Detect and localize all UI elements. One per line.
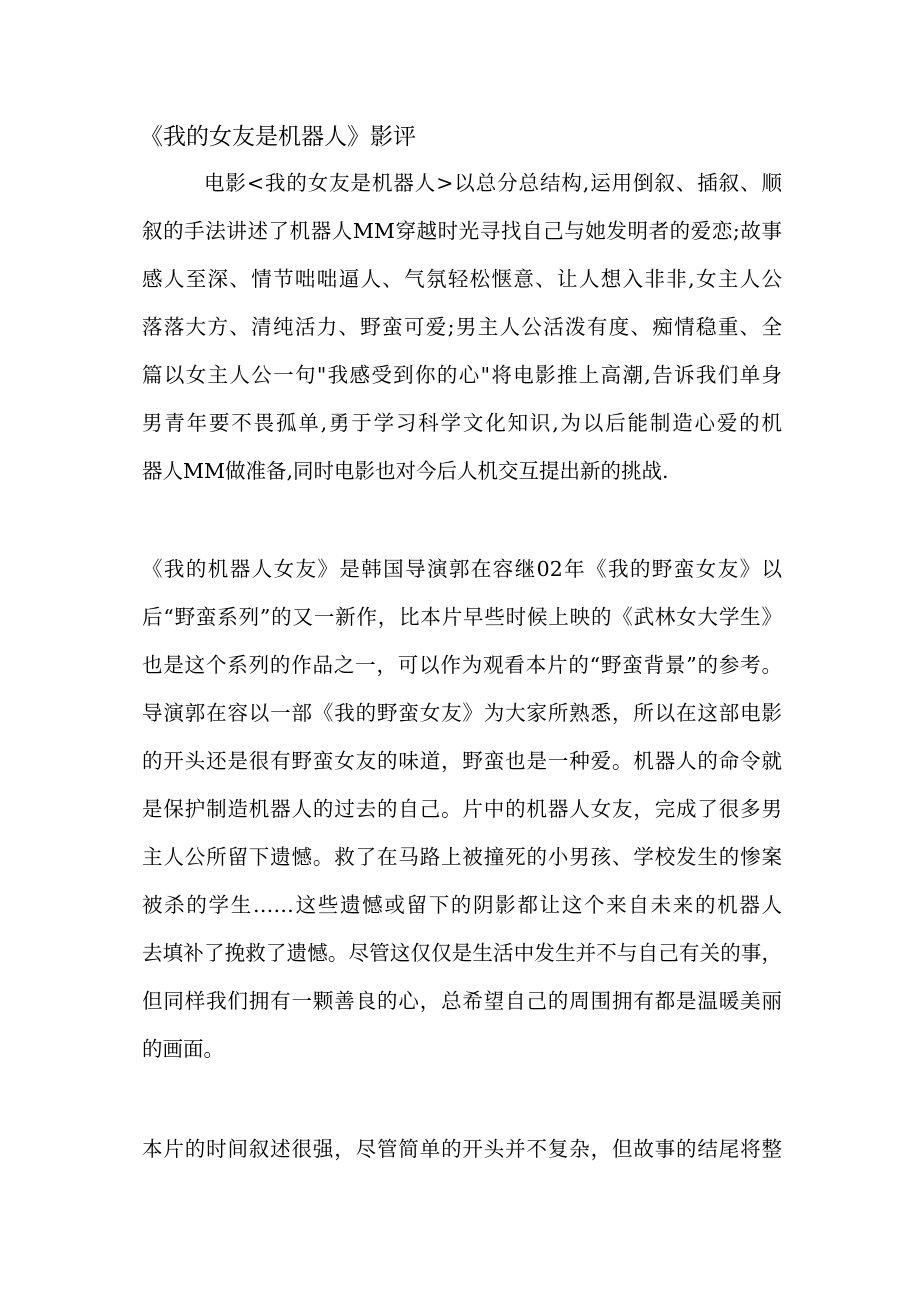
paragraph-2-line-2: 后“野蛮系列”的又一新作，比本片早些时候上映的《武林女大学生》 <box>142 605 782 629</box>
paragraph-2-line-3: 也是这个系列的作品之一，可以作为观看本片的“野蛮背景”的参考。 <box>142 653 782 677</box>
paragraph-2-line-1: 《我的机器人女友》是韩国导演郭在容继02年《我的野蛮女友》以 <box>142 557 782 581</box>
paragraph-1-line-5: 篇以女主人公一句"我感受到你的心"将电影推上高潮,告诉我们单身 <box>142 363 782 387</box>
paragraph-2-line-10: 但同样我们拥有一颗善良的心，总希望自己的周围拥有都是温暖美丽 <box>142 989 782 1013</box>
paragraph-2-line-6: 是保护制造机器人的过去的自己。片中的机器人女友，完成了很多男 <box>142 797 782 821</box>
paragraph-1-line-1: 电影<我的女友是机器人>以总分总结构,运用倒叙、插叙、顺 <box>204 171 782 195</box>
paragraph-2-line-9: 去填补了挽救了遗憾。尽管这仅仅是生活中发生并不与自己有关的事， <box>142 941 782 965</box>
document-title: 《我的女友是机器人》影评 <box>140 124 416 150</box>
paragraph-2-line-5: 的开头还是很有野蛮女友的味道，野蛮也是一种爱。机器人的命令就 <box>142 749 782 773</box>
paragraph-2-line-4: 导演郭在容以一部《我的野蛮女友》为大家所熟悉，所以在这部电影 <box>142 701 782 725</box>
paragraph-2-line-7: 主人公所留下遗憾。救了在马路上被撞死的小男孩、学校发生的惨案 <box>142 845 782 869</box>
paragraph-1-line-7: 器人MM做准备,同时电影也对今后人机交互提出新的挑战. <box>142 459 669 483</box>
paragraph-1-line-6: 男青年要不畏孤单,勇于学习科学文化知识,为以后能制造心爱的机 <box>142 411 782 435</box>
paragraph-1-line-2: 叙的手法讲述了机器人MM穿越时光寻找自己与她发明者的爱恋;故事 <box>142 219 782 243</box>
paragraph-2-line-8: 被杀的学生……这些遗憾或留下的阴影都让这个来自未来的机器人 <box>142 893 782 917</box>
paragraph-1-line-4: 落落大方、清纯活力、野蛮可爱;男主人公活泼有度、痴情稳重、全 <box>142 315 782 339</box>
paragraph-1-line-3: 感人至深、情节咄咄逼人、气氛轻松惬意、让人想入非非,女主人公 <box>142 267 782 291</box>
paragraph-2-line-11: 的画面。 <box>142 1037 224 1061</box>
paragraph-3-line-1: 本片的时间叙述很强，尽管简单的开头并不复杂，但故事的结尾将整 <box>142 1137 782 1161</box>
